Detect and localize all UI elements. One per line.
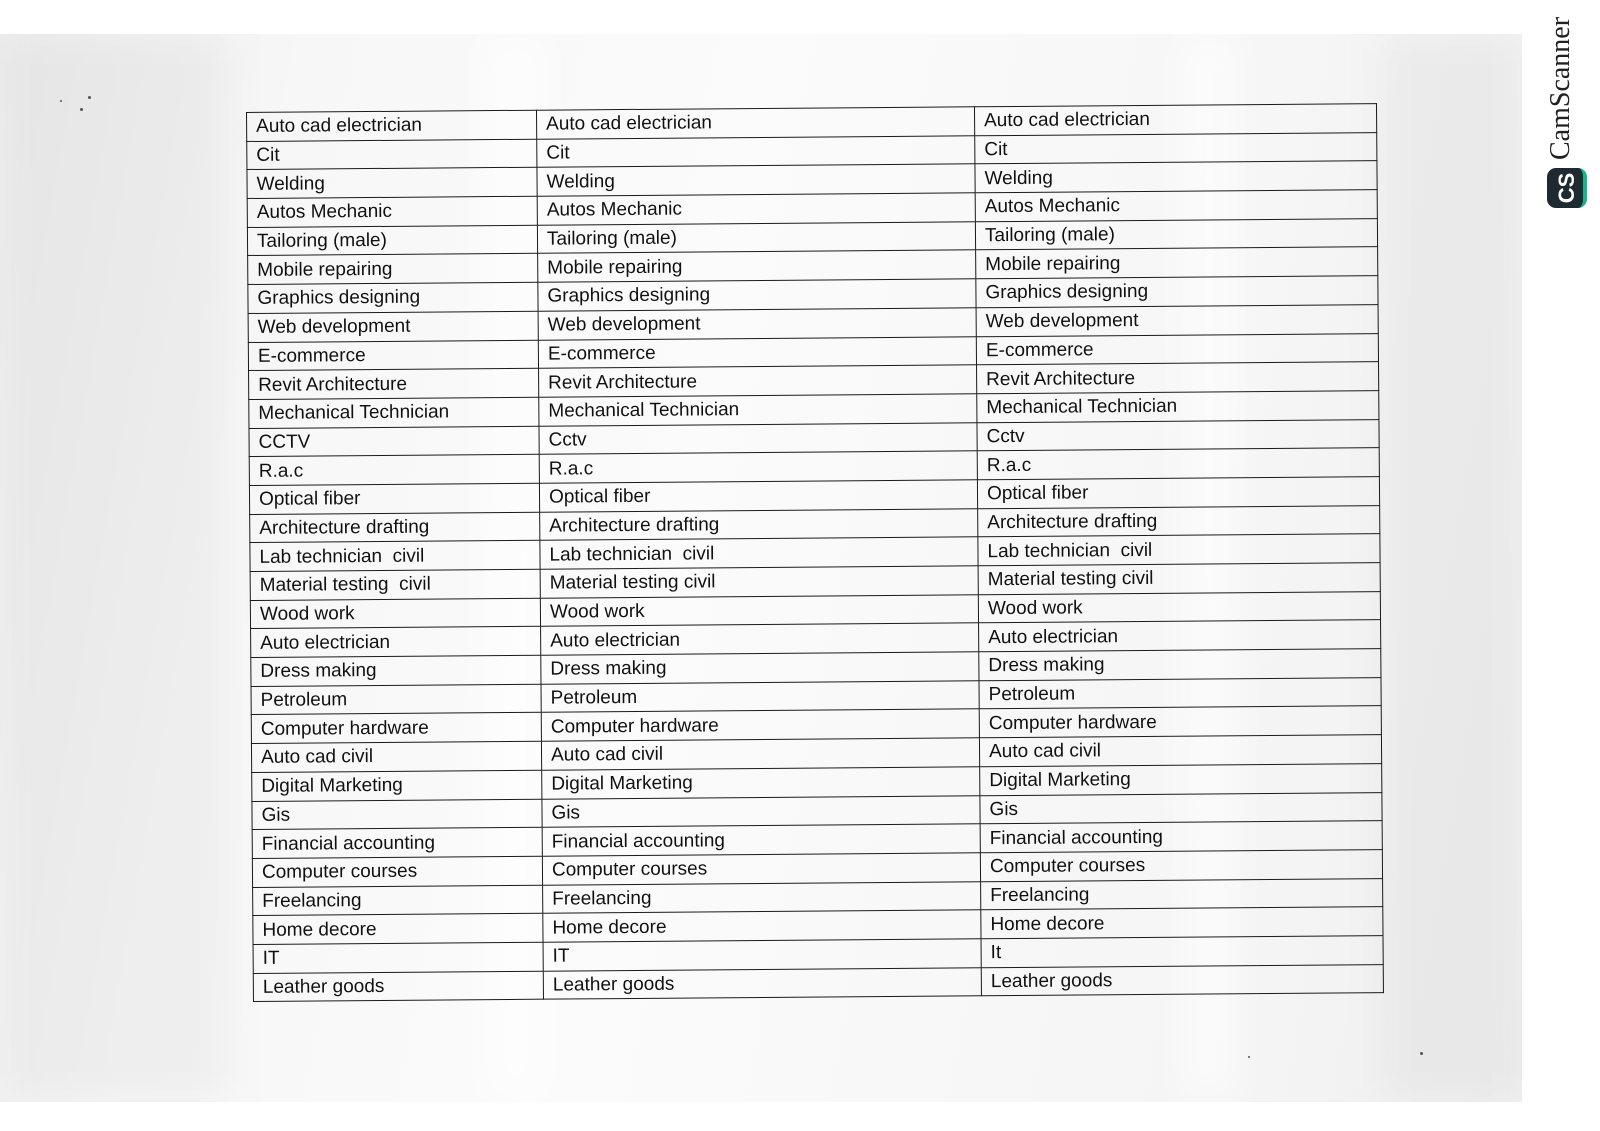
table-cell: Computer courses [542, 853, 980, 885]
table-cell: Mobile repairing [538, 250, 976, 282]
table-cell: Computer hardware [979, 706, 1381, 738]
table-cell: Welding [537, 164, 975, 196]
table-cell: Cit [537, 135, 975, 167]
table-cell: Graphics designing [976, 276, 1378, 308]
trades-table-body [247, 104, 1384, 1002]
table-cell: Lab technician civil [540, 537, 978, 569]
table-cell: Auto electrician [979, 620, 1381, 652]
camscanner-badge-text: CS [1554, 172, 1579, 204]
table-cell: Computer hardware [541, 709, 979, 741]
scan-speck [1248, 1056, 1250, 1058]
table-cell: Cit [975, 132, 1377, 164]
table-cell: Mechanical Technician [539, 394, 977, 426]
table-cell: Home decore [981, 907, 1383, 939]
table-cell: Petroleum [979, 677, 1381, 709]
table-cell: Leather goods [981, 964, 1383, 996]
table-cell: Cctv [539, 422, 977, 454]
table-cell: Wood work [250, 598, 540, 629]
table-cell: Home decore [253, 913, 543, 944]
table-cell: Petroleum [541, 681, 979, 713]
table-cell: E-commerce [248, 340, 538, 371]
table-cell: Financial accounting [980, 821, 1382, 853]
table-cell: Material testing civil [540, 566, 978, 598]
table-cell: Digital Marketing [252, 770, 542, 801]
table-cell: Autos Mechanic [975, 190, 1377, 222]
table-cell: Graphics designing [538, 279, 976, 311]
table-cell: E-commerce [976, 333, 1378, 365]
table-cell: Auto cad civil [979, 735, 1381, 767]
table-cell: Web development [976, 304, 1378, 336]
table-cell: Revit Architecture [539, 365, 977, 397]
table-cell: Autos Mechanic [247, 196, 537, 227]
table-cell: Welding [975, 161, 1377, 193]
table-cell: Auto cad electrician [974, 104, 1376, 136]
table-cell: Autos Mechanic [537, 193, 975, 225]
table-cell: Computer courses [252, 856, 542, 887]
trades-table [246, 103, 1384, 1002]
table-cell: Tailoring (male) [247, 225, 537, 256]
table-cell: Material testing civil [250, 569, 540, 600]
table-cell: Auto cad electrician [536, 107, 974, 139]
table-cell: CCTV [249, 426, 539, 457]
table-cell: Auto cad civil [251, 741, 541, 772]
table-cell: Auto electrician [541, 623, 979, 655]
table-cell: Welding [247, 168, 537, 199]
table-cell: Petroleum [251, 684, 541, 715]
camscanner-label: CamScanner [1545, 16, 1576, 160]
table-cell: Home decore [543, 910, 981, 942]
table-cell: Auto cad civil [541, 738, 979, 770]
table-cell: Architecture drafting [978, 505, 1380, 537]
table-cell: Architecture drafting [250, 512, 540, 543]
table-cell: Mechanical Technician [249, 397, 539, 428]
table-cell: R.a.c [977, 448, 1379, 480]
table-cell: Tailoring (male) [537, 222, 975, 254]
table-cell: Tailoring (male) [975, 218, 1377, 250]
table-cell: Web development [538, 308, 976, 340]
table-cell: Lab technician civil [978, 534, 1380, 566]
table-cell: Freelancing [543, 881, 981, 913]
table-cell: Wood work [540, 594, 978, 626]
table-cell: Auto cad electrician [247, 110, 537, 141]
table-cell: Dress making [979, 649, 1381, 681]
table-cell: Leather goods [253, 971, 543, 1002]
table-cell: Architecture drafting [540, 508, 978, 540]
camscanner-logo-icon [1547, 168, 1587, 208]
table-cell: Mobile repairing [248, 254, 538, 285]
table-cell: Web development [248, 311, 538, 342]
table-cell: Wood work [978, 591, 1380, 623]
table-cell: Optical fiber [539, 480, 977, 512]
table-cell: Optical fiber [249, 483, 539, 514]
scan-speck [80, 108, 83, 111]
table-cell: Dress making [251, 655, 541, 686]
table-cell: Auto electrician [251, 627, 541, 658]
table-cell: Gis [542, 795, 980, 827]
table-cell: Optical fiber [977, 477, 1379, 509]
table-cell: Gis [980, 792, 1382, 824]
table-cell: Leather goods [543, 967, 981, 999]
table-cell: Cctv [977, 419, 1379, 451]
table-cell: R.a.c [249, 454, 539, 485]
scan-speck [1420, 1052, 1423, 1055]
table-cell: Financial accounting [542, 824, 980, 856]
table-cell: Financial accounting [252, 827, 542, 858]
table-cell: Digital Marketing [980, 763, 1382, 795]
table-cell: Lab technician civil [250, 541, 540, 572]
table-cell: It [981, 936, 1383, 968]
table-cell: E-commerce [538, 336, 976, 368]
table-cell: Mobile repairing [976, 247, 1378, 279]
trades-table-wrapper [246, 103, 1384, 1002]
table-cell: Mechanical Technician [977, 390, 1379, 422]
table-cell: Revit Architecture [249, 368, 539, 399]
table-cell: Gis [252, 799, 542, 830]
table-cell: IT [543, 939, 981, 971]
scan-speck [60, 100, 62, 102]
table-cell: Computer hardware [251, 713, 541, 744]
table-cell: IT [253, 942, 543, 973]
table-cell: Computer courses [980, 849, 1382, 881]
table-cell: Freelancing [981, 878, 1383, 910]
table-cell: Dress making [541, 652, 979, 684]
table-cell: Digital Marketing [542, 767, 980, 799]
table-cell: Revit Architecture [977, 362, 1379, 394]
scan-speck [88, 96, 91, 99]
table-cell: Material testing civil [978, 563, 1380, 595]
table-cell: Freelancing [253, 885, 543, 916]
table-cell: Cit [247, 139, 537, 170]
table-cell: R.a.c [539, 451, 977, 483]
table-cell: Graphics designing [248, 282, 538, 313]
